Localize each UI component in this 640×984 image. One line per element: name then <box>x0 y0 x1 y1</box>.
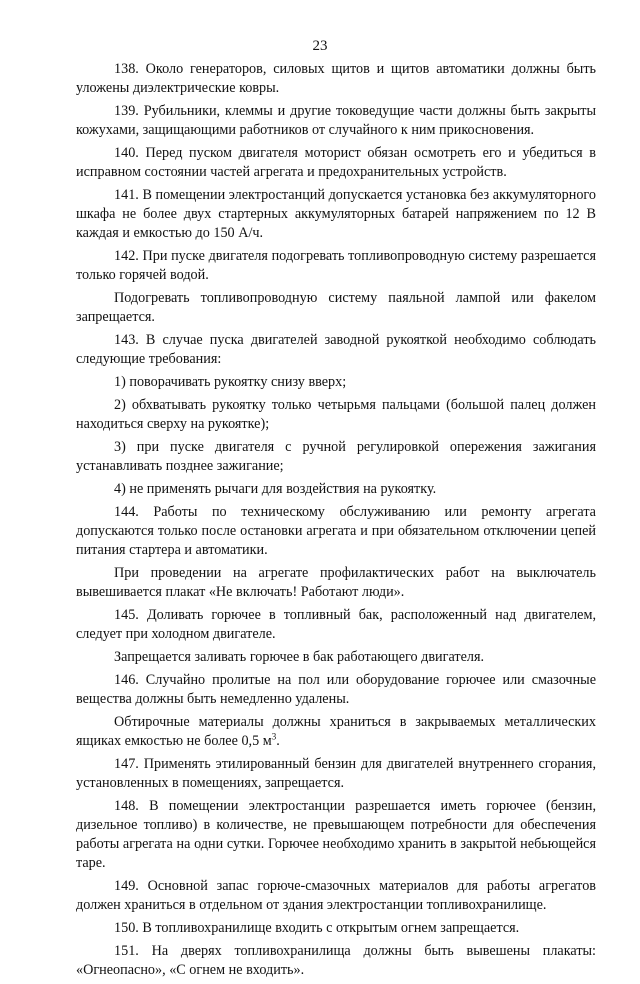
paragraph-150: 150. В топливохранилище входить с открытым огнем запрещается. <box>114 920 520 936</box>
paragraph-149: 149. Основной запас горюче-смазочных материалов для работы агрегатов должен храниться в отдельном от здания электростанции топливохранилище. <box>76 878 596 913</box>
document-body <box>76 60 596 984</box>
paragraph-139: 139. Рубильники, клеммы и другие токоведущие части должны быть закрыты кожухами, защищающими работников от случайного к ним прикосновения. <box>76 103 596 138</box>
paragraph-138: 138. Около генераторов, силовых щитов и щитов автоматики должны быть уложены диэлектрические ковры. <box>76 61 596 96</box>
paragraph-143-item-3: 3) при пуске двигателя с ручной регулировкой опережения зажигания устанавливать позднее зажигание; <box>76 439 596 474</box>
paragraph-140: 140. Перед пуском двигателя моторист обязан осмотреть его и убедиться в исправном состоянии частей агрегата и предохранительных устройств. <box>76 145 596 180</box>
page-number: 23 <box>312 38 328 54</box>
paragraph-143-item-2: 2) обхватывать рукоятку только четырьмя пальцами (большой палец должен находиться сверху на рукоятке); <box>76 397 596 432</box>
paragraph-143-item-4: 4) не применять рычаги для воздействия на рукоятку. <box>114 481 437 497</box>
paragraph-144-note: При проведении на агрегате профилактических работ на выключатель вывешивается плакат «Не включать! Работают люди». <box>76 565 596 600</box>
paragraph-145: 145. Доливать горючее в топливный бак, расположенный над двигателем, следует при холодном двигателе. <box>76 607 596 642</box>
paragraph-146: 146. Случайно пролитые на пол или оборудование горючее или смазочные вещества должны быть немедленно удалены. <box>76 672 596 707</box>
paragraph-148: 148. В помещении электростанции разрешается иметь горючее (бензин, дизельное топливо) в количестве, не превышающем потребности для обеспечения работы агрегата на одни сутки. Горючее необходимо хранить в закрытой небьющейся таре. <box>76 798 596 871</box>
paragraph-145-note: Запрещается заливать горючее в бак работающего двигателя. <box>114 649 485 665</box>
paragraph-144: 144. Работы по техническому обслуживанию или ремонту агрегата допускаются только после остановки агрегата и при обязательном отключении цепей питания стартера и автоматики. <box>76 504 596 558</box>
paragraph-146-note <box>76 713 596 751</box>
paragraph-151: 151. На дверях топливохранилища должны быть вывешены плакаты: «Огнеопасно», «С огнем не входить». <box>76 943 596 978</box>
paragraph-143: 143. В случае пуска двигателей заводной рукояткой необходимо соблюдать следующие требования: <box>76 332 596 367</box>
paragraph-141: 141. В помещении электростанций допускается установка без аккумуляторного шкафа не более двух стартерных аккумуляторных батарей напряжением по 12 В каждая и емкостью до 150 А/ч. <box>76 187 596 241</box>
paragraph-146-note-text: Обтирочные материалы должны храниться в закрываемых металлических ящиках емкостью не более 0,5 м <box>76 714 596 749</box>
paragraph-142-note: Подогревать топливопроводную систему паяльной лампой или факелом запрещается. <box>76 290 596 325</box>
paragraph-146-note-period: . <box>276 733 280 749</box>
superscript-3: 3 <box>271 731 277 742</box>
paragraph-143-item-1: 1) поворачивать рукоятку снизу вверх; <box>114 374 347 390</box>
paragraph-147: 147. Применять этилированный бензин для двигателей внутреннего сгорания, установленных в помещениях, запрещается. <box>76 756 596 791</box>
paragraph-142: 142. При пуске двигателя подогревать топливопроводную систему разрешается только горячей водой. <box>76 248 596 283</box>
